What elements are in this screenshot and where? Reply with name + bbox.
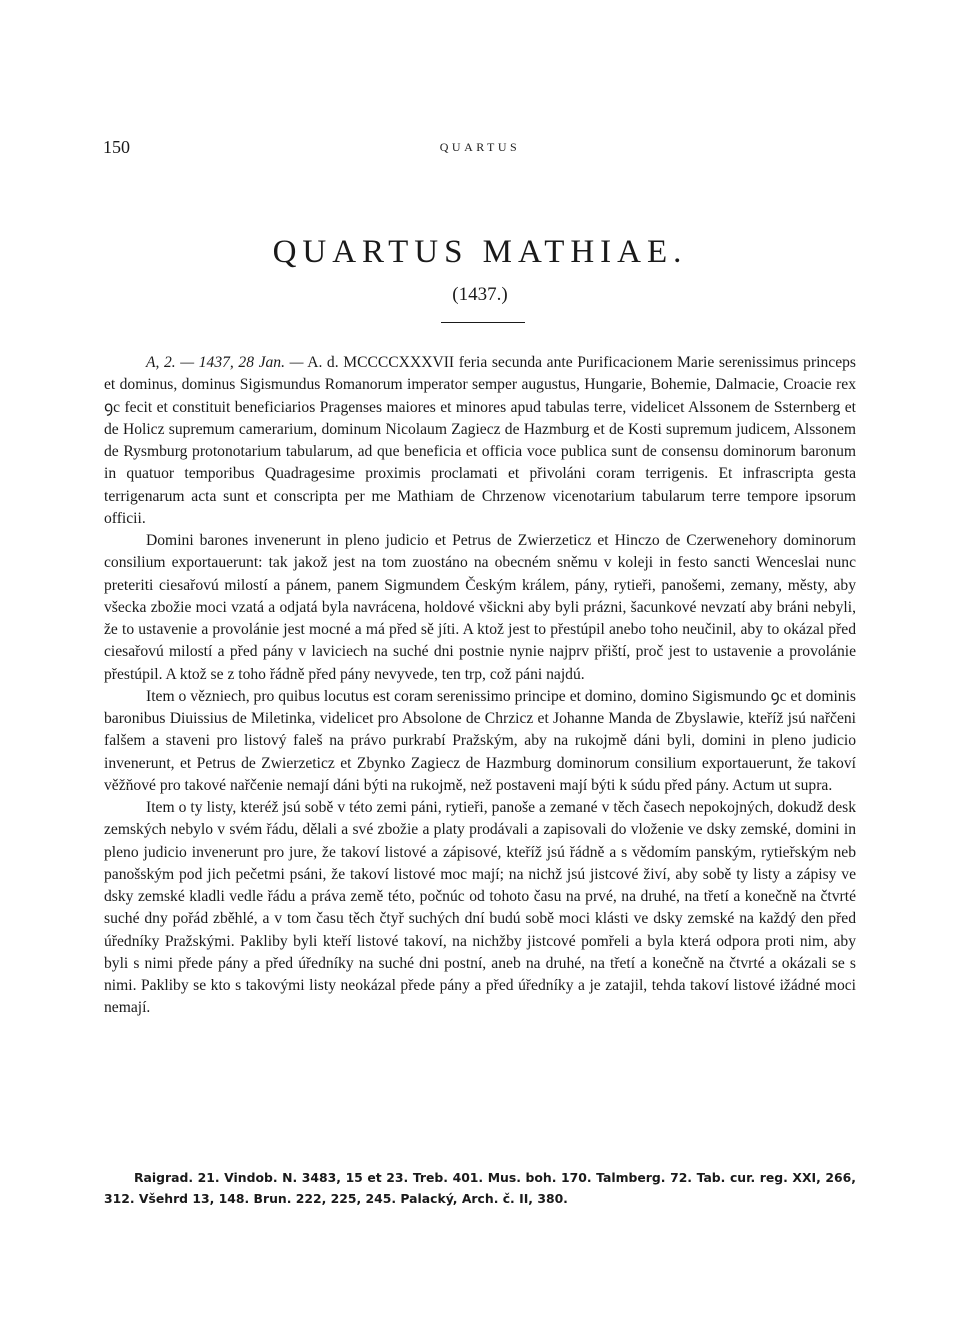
entry-body — [104, 352, 856, 1020]
page-number: 150 — [103, 137, 130, 157]
source-references-text: Raigrad. 21. Vindob. N. 3483, 15 et 23. Treb. 401. Mus. boh. 170. Talmberg. 72. Tab. cur. reg. XXI, 266, 312. Všehrd 13, 148. Brun. 222, 225, 245. Palacký, Arch. č. II, 380. — [104, 1170, 856, 1206]
entry-siglum: A, 2. — 1437, 28 Jan. — — [146, 354, 304, 371]
entry-paragraph-1 — [104, 352, 856, 530]
section-title: QUARTUS MATHIAE. — [272, 234, 688, 270]
entry-paragraph-1-text: A. d. MCCCCXXXVII feria secunda ante Purificacionem Marie serenissimus princeps et dominus, dominus Sigismundus Romanorum imperator semper augustus, Hungarie, Bohemie, Dalmacie, Croacie rex ꝯc fecit et constituit beneficiarios Pragenses maiores et minores apud tabulas terre, videlicet Alssonem de Ssternberg et de Holicz supremum camerarium, dominum Nicolaum Zagiecz de Hazmburg et de Kosti supremum judicem, Alssonem de Rysmburg protonotarium tabularum, ad que beneficia et officia voce publica sunt de consensu dominorum baronum in quatuor temporibus Quadragesime proximis proclamati et přivoláni coram terrigenis. Et infrascripta gesta terrigenarum acta sunt et conscripta per me Mathiam de Chrzenow vicenotarium tabularum terre tempore ipsorum officii. — [104, 354, 856, 527]
entry-paragraph-3: Item o vězniech, pro quibus locutus est coram serenissimo principe et domino, domino Sigismundo ꝯc et dominis baronibus Diuissius de Miletinka, videlicet pro Absolone de Chrzicz et Johanne Manda de Zbyslawie, kteříž jsú nařčeni falšem a staveni pro listový faleš na právo purkrabí Pražským, aby na rukojmě dáni byli, domini in pleno judicio invenerunt, et Petrus de Zwierzeticz et Zbynko Zagiecz de Hazmburg dominorum consilium exportauerunt, že takoví věžňové pro takové nařčenie nemají dáni býti na rukojmě, než postaveni mají býti k súdu před pány. Actum ut supra. — [104, 687, 856, 794]
entry-paragraph-2: Domini barones invenerunt in pleno judicio et Petrus de Zwierzeticz et Hinczo de Czerwenehory dominorum consilium exportauerunt: tak jakož jest na tom zuostáno na obecném sněmu v koleji in festo sancti Wenceslai nunc preteriti ciesařovú milostí a pánem, panem Sigmundem Českým králem, pány, rytieři, panošemi, zemany, městy, aby všecka zbožie moci vzatá a odjatá byla navrácena, holdové všickni aby byli prázni, šacunkové nevzatí aby bráni nebyli, že to ustavenie a provolánie jest mocné a má před sě jíti. A ktož jest to přestúpil anebo toho neučinil, aby to okázal před ciesařovú milostí a před pány v laviciech na suché dni postnie nynie najprv přiští, proč jest to ustavenie a provolánie přestúpil. A ktož se z toho řádně před pány nevyvede, ten trp, což páni najdú. — [104, 532, 856, 683]
running-head: QUARTUS — [439, 140, 521, 154]
section-year: (1437.) — [452, 284, 508, 305]
source-references — [104, 1167, 856, 1209]
entry-paragraph-4: Item o ty listy, kteréž jsú sobě v této zemi páni, rytieři, panoše a zemané v těch časech nepokojných, dokudž desk zemských nebylo v svém řádu, dělali a své zbožie a platy prodávali a zapisovali do vloženie ve dsky zemské, domini in pleno judicio invenerunt pro jure, že takoví listové a zápisové, kteříž jsú řádně a s vědomím panským, rytieřským neb panošským pod jich pečetmi psáni, že takoví listové moc mají; na nichž jsú jistcové živí, aby sobě ty listy a zápisy ve dsky zemské kladli vedle řádu a práva země této, počnúc od tohoto času na prvé, na druhé, na třetí a konečně na čtvrté suché dny pořád zběhlé, a v tom času těch čtyř suchých dní budú sobě moci klásti ve dsky zemské na každý den před úředníky Pražskými. Pakliby byli kteří listové takoví, na nichžby jistcové pomřeli a byla která odpora proti nim, aby byli s nimi přede pány a před úředníky na suché dni postní, aneb na druhé, na třetí a konečně na čtvrté a okázali se s nimi. Pakliby se kto s takovými listy neokázal přede pány a před úředníky a je zatajil, tehda takoví listové ižádné moci nemají. — [104, 799, 856, 1017]
title-rule — [441, 322, 525, 323]
